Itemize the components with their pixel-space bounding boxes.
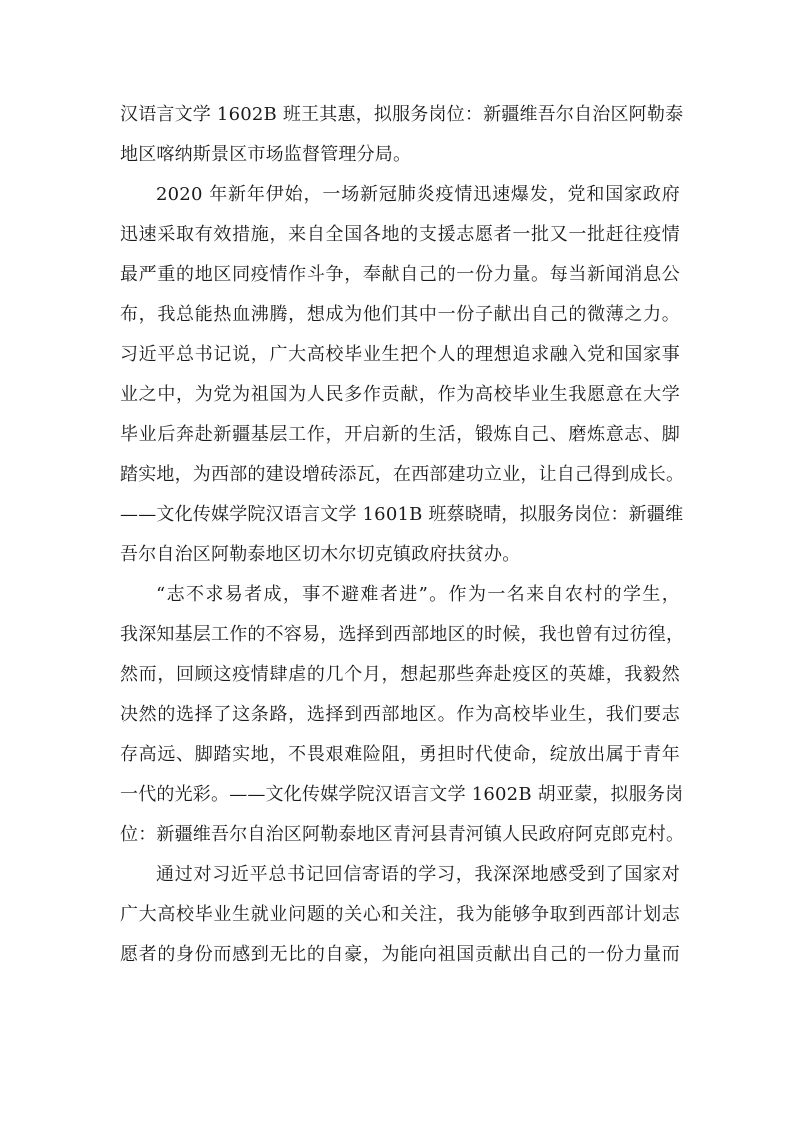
text-line: 地区喀纳斯景区市场监督管理分局。 [120,144,412,165]
paragraph [120,95,684,175]
text-line: 一代的光彩。——文化传媒学院汉语言文学 1602B 胡亚蒙，拟服务岗 [120,784,684,805]
document-body [120,95,685,975]
text-line: 决然的选择了这条路，选择到西部地区。作为高校毕业生，我们要志 [120,704,680,725]
text-line: ——文化传媒学院汉语言文学 1601B 班蔡晓晴，拟服务岗位：新疆维 [120,504,684,525]
text-line: 吾尔自治区阿勒泰地区切木尔切克镇政府扶贫办。 [120,544,521,565]
text-line: 迅速采取有效措施，来自全国各地的支援志愿者一批又一批赶往疫情 [120,224,680,245]
text-line: 布，我总能热血沸腾，想成为他们其中一份子献出自己的微薄之力。 [120,304,680,325]
text-line: 我深知基层工作的不容易，选择到西部地区的时候，我也曾有过彷徨， [120,624,685,645]
text-line: 通过对习近平总书记回信寄语的学习，我深深地感受到了国家对 [156,864,680,885]
paragraph [120,175,685,575]
text-line: 愿者的身份而感到无比的自豪，为能向祖国贡献出自己的一份力量而 [120,944,680,965]
text-line: 踏实地，为西部的建设增砖添瓦，在西部建功立业，让自己得到成长。 [120,464,685,485]
paragraph [120,855,680,975]
text-line: 广大高校毕业生就业问题的关心和关注，我为能够争取到西部计划志 [120,904,680,925]
text-line: 存高远、脚踏实地，不畏艰难险阻，勇担时代使命，绽放出属于青年 [120,744,680,765]
text-line: 最严重的地区同疫情作斗争，奉献自己的一份力量。每当新闻消息公 [120,264,680,285]
text-line: 然而，回顾这疫情肆虐的几个月，想起那些奔赴疫区的英雄，我毅然 [120,664,680,685]
paragraph [120,575,685,855]
text-line: “志不求易者成，事不避难者进”。作为一名来自农村的学生， [156,584,680,605]
text-line: 汉语言文学 1602B 班王其惠，拟服务岗位：新疆维吾尔自治区阿勒泰 [120,104,684,125]
text-line: 位：新疆维吾尔自治区阿勒泰地区青河县青河镇人民政府阿克郎克村。 [120,824,685,845]
text-line: 2020 年新年伊始，一场新冠肺炎疫情迅速爆发，党和国家政府 [156,184,680,205]
text-line: 习近平总书记说，广大高校毕业生把个人的理想追求融入党和国家事 [120,344,680,365]
text-line: 业之中，为党为祖国为人民多作贡献，作为高校毕业生我愿意在大学 [120,384,680,405]
text-line: 毕业后奔赴新疆基层工作，开启新的生活，锻炼自己、磨炼意志、脚 [120,424,680,445]
